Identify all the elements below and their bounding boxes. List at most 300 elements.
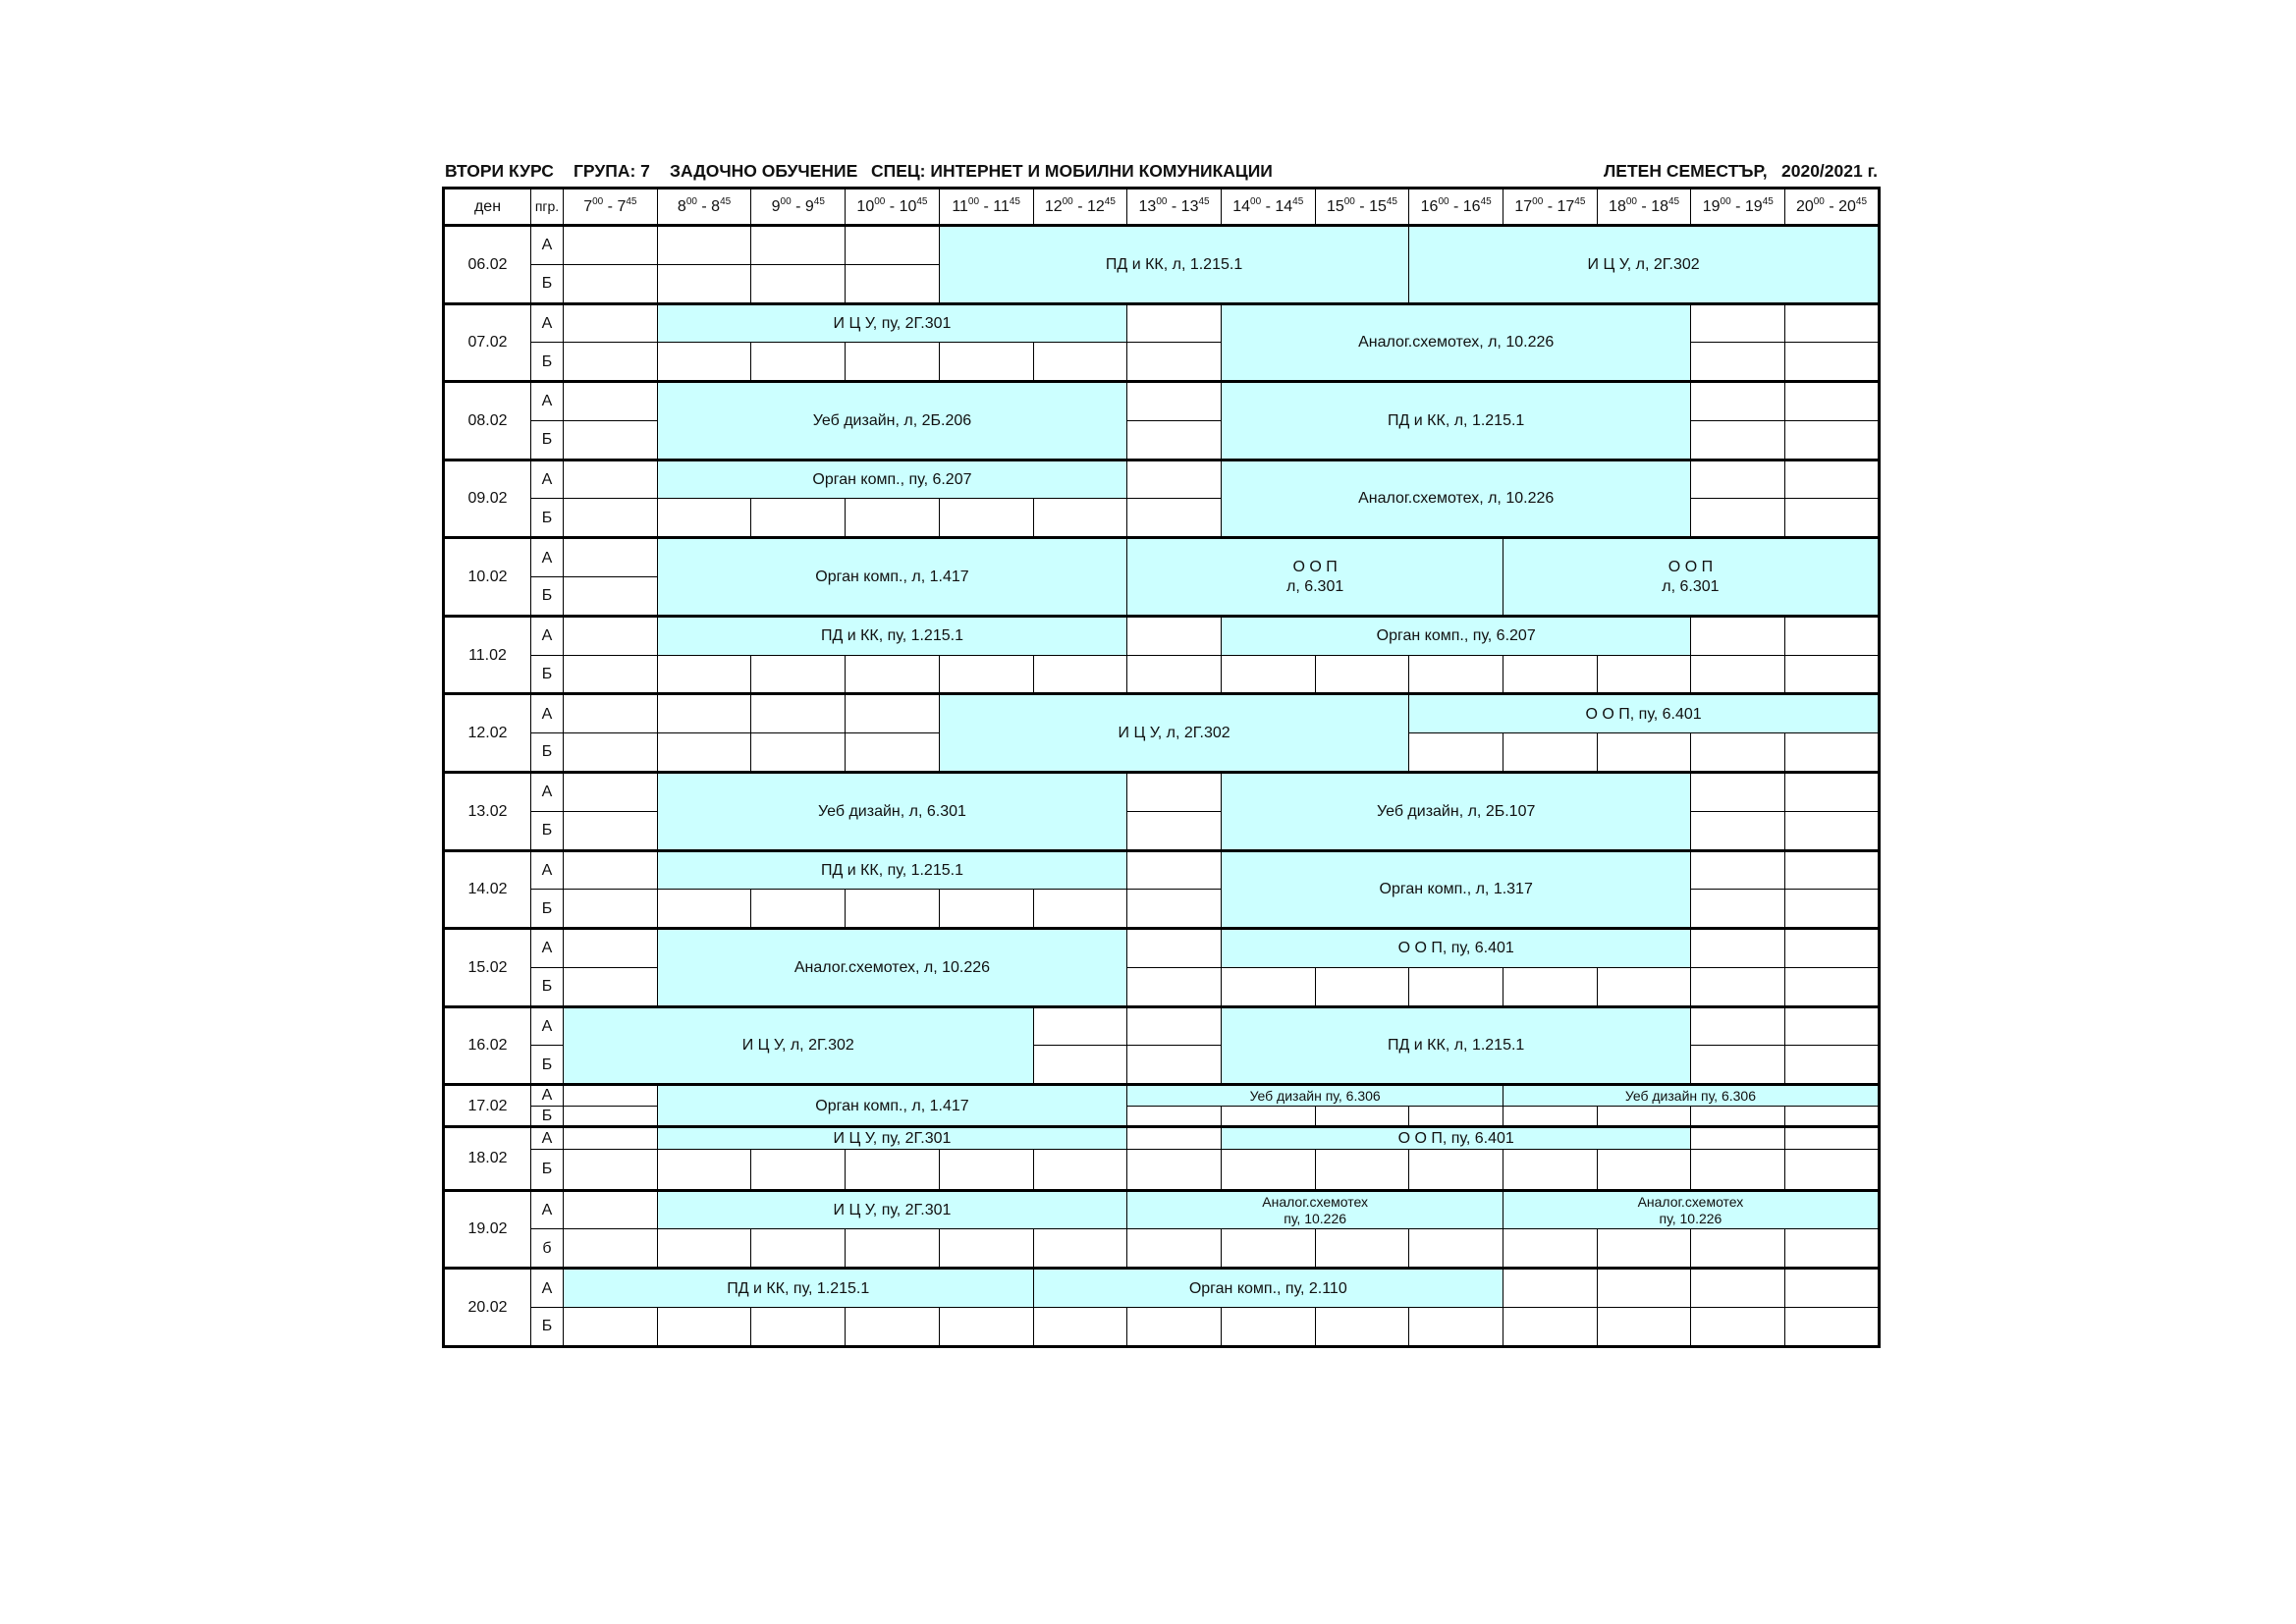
empty-slot <box>1785 811 1880 850</box>
class-session <box>657 303 1127 343</box>
empty-slot <box>564 1127 658 1149</box>
subgroup-b-label: Б <box>531 733 564 773</box>
empty-slot <box>1503 733 1598 773</box>
empty-slot <box>1033 890 1127 929</box>
subgroup-b-label: Б <box>531 811 564 850</box>
empty-slot <box>564 343 658 382</box>
empty-slot <box>1503 1269 1598 1308</box>
empty-slot <box>751 733 846 773</box>
empty-slot <box>1221 1149 1315 1190</box>
class-session <box>1409 226 1880 304</box>
class-session-title: О О П <box>1667 559 1714 576</box>
empty-slot <box>1597 967 1691 1006</box>
empty-slot <box>1691 772 1785 811</box>
class-session-title: ПД и КК, л, 1.215.1 <box>1388 411 1525 429</box>
time-slot-header: $10^{00} - 10^{45}$ <box>846 189 940 226</box>
empty-slot <box>1033 1229 1127 1269</box>
day-column-header: ден <box>444 189 531 226</box>
time-header-row <box>444 189 1880 226</box>
day-date-cell: 15.02 <box>444 929 531 1007</box>
day-date-cell: 09.02 <box>444 460 531 538</box>
empty-slot <box>1033 499 1127 538</box>
empty-slot <box>1033 1149 1127 1190</box>
day-row-subgroup-a <box>444 850 1880 890</box>
empty-slot <box>564 1190 658 1229</box>
empty-slot <box>1691 655 1785 694</box>
empty-slot <box>1315 1149 1409 1190</box>
class-session-title: И Ц У, л, 2Г.302 <box>1118 725 1230 742</box>
class-session <box>1221 1127 1691 1149</box>
time-slot-header: $15^{00} - 15^{45}$ <box>1315 189 1409 226</box>
time-slot-header: $9^{00} - 9^{45}$ <box>751 189 846 226</box>
class-session <box>1221 929 1691 968</box>
day-date-cell: 10.02 <box>444 538 531 617</box>
empty-slot <box>1127 1149 1222 1190</box>
empty-slot <box>657 655 751 694</box>
empty-slot <box>564 694 658 733</box>
time-slot-header: $19^{00} - 19^{45}$ <box>1691 189 1785 226</box>
class-session-title: О О П, пу, 6.401 <box>1397 1130 1514 1148</box>
empty-slot <box>1221 1229 1315 1269</box>
class-session <box>1503 538 1880 617</box>
empty-slot <box>1127 1229 1222 1269</box>
class-session-title: И Ц У, пу, 2Г.301 <box>833 314 952 332</box>
empty-slot <box>1315 1308 1409 1347</box>
empty-slot <box>751 1229 846 1269</box>
class-session-title: Аналог.схемотех, л, 10.226 <box>1358 334 1555 352</box>
empty-slot <box>564 538 658 577</box>
day-row-subgroup-b <box>444 1229 1880 1269</box>
empty-slot <box>1503 1308 1598 1347</box>
empty-slot <box>1785 890 1880 929</box>
empty-slot <box>846 694 940 733</box>
empty-slot <box>564 655 658 694</box>
empty-slot <box>1127 811 1222 850</box>
empty-slot <box>564 420 658 460</box>
empty-slot <box>1597 1269 1691 1308</box>
empty-slot <box>1785 382 1880 421</box>
empty-slot <box>564 577 658 617</box>
class-session <box>1221 382 1691 460</box>
empty-slot <box>1315 967 1409 1006</box>
day-date-cell: 12.02 <box>444 694 531 773</box>
empty-slot <box>1503 967 1598 1006</box>
empty-slot <box>1033 343 1127 382</box>
empty-slot <box>939 890 1033 929</box>
class-session-title: Орган комп., л, 1.317 <box>1379 881 1533 898</box>
empty-slot <box>1691 420 1785 460</box>
empty-slot <box>846 1149 940 1190</box>
day-date-cell: 08.02 <box>444 382 531 460</box>
empty-slot <box>1785 1269 1880 1308</box>
subgroup-b-label: Б <box>531 577 564 617</box>
day-date-cell: 19.02 <box>444 1190 531 1269</box>
empty-slot <box>751 655 846 694</box>
empty-slot <box>1127 460 1222 499</box>
day-row-subgroup-a <box>444 303 1880 343</box>
class-session-title: ПД и КК, пу, 1.215.1 <box>727 1279 870 1297</box>
class-session-title: Орган комп., л, 1.417 <box>815 1097 969 1114</box>
empty-slot <box>1691 1046 1785 1085</box>
empty-slot <box>1691 929 1785 968</box>
empty-slot <box>1691 1106 1785 1127</box>
empty-slot <box>939 1149 1033 1190</box>
day-date-cell: 07.02 <box>444 303 531 382</box>
class-session <box>1221 850 1691 929</box>
class-session <box>1503 1085 1880 1107</box>
empty-slot <box>657 1149 751 1190</box>
subgroup-b-label: Б <box>531 967 564 1006</box>
subgroup-a-label: А <box>531 772 564 811</box>
empty-slot <box>657 890 751 929</box>
class-session <box>1221 460 1691 538</box>
empty-slot <box>1785 1106 1880 1127</box>
empty-slot <box>564 616 658 655</box>
empty-slot <box>751 890 846 929</box>
day-row-subgroup-a <box>444 382 1880 421</box>
empty-slot <box>1785 1229 1880 1269</box>
subgroup-a-label: А <box>531 850 564 890</box>
class-session <box>657 616 1127 655</box>
empty-slot <box>564 772 658 811</box>
time-slot-header: $7^{00} - 7^{45}$ <box>564 189 658 226</box>
subgroup-a-label: А <box>531 460 564 499</box>
empty-slot <box>1785 420 1880 460</box>
subgroup-b-label: Б <box>531 1149 564 1190</box>
empty-slot <box>1221 967 1315 1006</box>
empty-slot <box>751 694 846 733</box>
empty-slot <box>751 343 846 382</box>
class-session-title: И Ц У, л, 2Г.302 <box>741 1037 854 1055</box>
empty-slot <box>1691 499 1785 538</box>
class-session-title: О О П, пу, 6.401 <box>1585 705 1702 723</box>
empty-slot <box>564 967 658 1006</box>
subgroup-a-label: А <box>531 1269 564 1308</box>
empty-slot <box>1691 850 1785 890</box>
empty-slot <box>1127 1106 1222 1127</box>
empty-slot <box>1033 1046 1127 1085</box>
empty-slot <box>1785 1127 1880 1149</box>
class-session-title: Уеб дизайн пу, 6.306 <box>1624 1087 1756 1104</box>
empty-slot <box>657 1229 751 1269</box>
time-slot-header: $11^{00} - 11^{45}$ <box>939 189 1033 226</box>
day-date-cell: 11.02 <box>444 616 531 694</box>
empty-slot <box>1127 772 1222 811</box>
empty-slot <box>939 655 1033 694</box>
subgroup-a-label: А <box>531 1190 564 1229</box>
time-slot-header: $12^{00} - 12^{45}$ <box>1033 189 1127 226</box>
time-slot-header: $16^{00} - 16^{45}$ <box>1409 189 1503 226</box>
empty-slot <box>846 264 940 303</box>
class-session-title: Аналог.схемотех <box>1637 1193 1744 1210</box>
empty-slot <box>1127 1308 1222 1347</box>
class-session-title: Орган комп., пу, 6.207 <box>812 470 972 488</box>
empty-slot <box>1127 303 1222 343</box>
empty-slot <box>564 303 658 343</box>
empty-slot <box>939 343 1033 382</box>
semester-label: ЛЕТЕН СЕМЕСТЪР, <box>1604 161 1768 181</box>
group-label: ГРУПА: 7 <box>574 161 650 181</box>
empty-slot <box>1221 1106 1315 1127</box>
empty-slot <box>1127 929 1222 968</box>
subgroup-a-label: А <box>531 616 564 655</box>
empty-slot <box>657 694 751 733</box>
course-label: ВТОРИ КУРС <box>445 161 554 181</box>
day-row-subgroup-a <box>444 694 1880 733</box>
schedule-body <box>444 226 1880 1347</box>
empty-slot <box>751 1308 846 1347</box>
empty-slot <box>751 264 846 303</box>
subgroup-a-label: А <box>531 382 564 421</box>
empty-slot <box>1127 420 1222 460</box>
empty-slot <box>564 1149 658 1190</box>
schedule-table <box>442 187 1881 1348</box>
empty-slot <box>1409 1106 1503 1127</box>
subgroup-a-label: А <box>531 694 564 733</box>
class-session <box>564 1269 1034 1308</box>
class-session-room: л, 6.301 <box>1662 577 1720 595</box>
class-session <box>1221 616 1691 655</box>
empty-slot <box>564 1229 658 1269</box>
class-session-title: Орган комп., пу, 2.110 <box>1188 1279 1347 1297</box>
class-session <box>657 382 1127 460</box>
empty-slot <box>1127 382 1222 421</box>
class-session <box>657 1085 1127 1127</box>
empty-slot <box>1127 1046 1222 1085</box>
subgroup-a-label: А <box>531 1006 564 1046</box>
empty-slot <box>1691 616 1785 655</box>
day-row-subgroup-b <box>444 1308 1880 1347</box>
day-row-subgroup-a <box>444 538 1880 577</box>
subgroup-b-label: б <box>531 1229 564 1269</box>
day-row-subgroup-a <box>444 1085 1880 1107</box>
empty-slot <box>1597 1106 1691 1127</box>
class-session-title: И Ц У, пу, 2Г.301 <box>833 1201 952 1218</box>
empty-slot <box>1221 655 1315 694</box>
empty-slot <box>657 264 751 303</box>
empty-slot <box>1691 460 1785 499</box>
empty-slot <box>1033 1308 1127 1347</box>
class-session <box>1409 694 1880 733</box>
empty-slot <box>939 1308 1033 1347</box>
subgroup-column-header: пгр. <box>531 189 564 226</box>
empty-slot <box>1597 1229 1691 1269</box>
empty-slot <box>564 929 658 968</box>
day-date-cell: 20.02 <box>444 1269 531 1347</box>
class-session-title: ПД и КК, пу, 1.215.1 <box>820 627 963 645</box>
empty-slot <box>564 733 658 773</box>
class-session-title: И Ц У, л, 2Г.302 <box>1587 255 1700 273</box>
specialty-label: СПЕЦ: ИНТЕРНЕТ И МОБИЛНИ КОМУНИКАЦИИ <box>871 161 1273 181</box>
class-session-title: Орган комп., пу, 6.207 <box>1376 627 1536 645</box>
day-row-subgroup-a <box>444 1269 1880 1308</box>
class-session-title: ПД и КК, пу, 1.215.1 <box>820 861 963 879</box>
empty-slot <box>1785 1006 1880 1046</box>
empty-slot <box>846 655 940 694</box>
empty-slot <box>1691 811 1785 850</box>
subgroup-a-label: А <box>531 538 564 577</box>
empty-slot <box>1503 1229 1598 1269</box>
class-session <box>564 1006 1034 1085</box>
empty-slot <box>1503 1149 1598 1190</box>
day-row-subgroup-a <box>444 1190 1880 1229</box>
class-session-title: ПД и КК, л, 1.215.1 <box>1388 1037 1525 1055</box>
class-session <box>657 929 1127 1007</box>
study-mode-label: ЗАДОЧНО ОБУЧЕНИЕ <box>670 161 858 181</box>
empty-slot <box>1597 1308 1691 1347</box>
time-slot-header: $18^{00} - 18^{45}$ <box>1597 189 1691 226</box>
day-row-subgroup-b <box>444 1149 1880 1190</box>
empty-slot <box>1127 499 1222 538</box>
class-session-room: пу, 10.226 <box>1659 1210 1722 1226</box>
empty-slot <box>846 226 940 265</box>
empty-slot <box>1127 890 1222 929</box>
class-session <box>657 772 1127 850</box>
class-session <box>1033 1269 1503 1308</box>
empty-slot <box>846 890 940 929</box>
class-session <box>657 1190 1127 1229</box>
day-row-subgroup-a <box>444 460 1880 499</box>
empty-slot <box>939 499 1033 538</box>
subgroup-b-label: Б <box>531 1308 564 1347</box>
class-session <box>939 226 1409 304</box>
empty-slot <box>564 890 658 929</box>
class-session-title: Уеб дизайн, л, 6.301 <box>818 802 966 820</box>
empty-slot <box>1785 1046 1880 1085</box>
empty-slot <box>1691 1269 1785 1308</box>
empty-slot <box>564 226 658 265</box>
empty-slot <box>1691 1006 1785 1046</box>
empty-slot <box>1785 343 1880 382</box>
class-session-title: Аналог.схемотех <box>1262 1193 1368 1210</box>
empty-slot <box>939 1229 1033 1269</box>
empty-slot <box>1691 1149 1785 1190</box>
day-date-cell: 13.02 <box>444 772 531 850</box>
class-session <box>657 538 1127 617</box>
empty-slot <box>1597 733 1691 773</box>
day-row-subgroup-a <box>444 1127 1880 1149</box>
empty-slot <box>1503 655 1598 694</box>
empty-slot <box>1785 1149 1880 1190</box>
empty-slot <box>1691 1229 1785 1269</box>
empty-slot <box>564 460 658 499</box>
empty-slot <box>564 499 658 538</box>
class-session-title: Орган комп., л, 1.417 <box>815 568 969 585</box>
subgroup-b-label: Б <box>531 1106 564 1127</box>
empty-slot <box>1409 1149 1503 1190</box>
empty-slot <box>1127 343 1222 382</box>
class-session-title: Аналог.схемотех, л, 10.226 <box>1358 490 1555 508</box>
time-slot-header: $13^{00} - 13^{45}$ <box>1127 189 1222 226</box>
empty-slot <box>564 382 658 421</box>
day-date-cell: 14.02 <box>444 850 531 929</box>
day-date-cell: 17.02 <box>444 1085 531 1127</box>
empty-slot <box>1785 967 1880 1006</box>
day-row-subgroup-a <box>444 929 1880 968</box>
day-row-subgroup-a <box>444 772 1880 811</box>
empty-slot <box>1315 655 1409 694</box>
class-session-title: И Ц У, пу, 2Г.301 <box>833 1130 952 1148</box>
empty-slot <box>1127 655 1222 694</box>
class-session-title: О О П <box>1292 559 1338 576</box>
empty-slot <box>1691 890 1785 929</box>
empty-slot <box>1127 616 1222 655</box>
empty-slot <box>1127 1127 1222 1149</box>
subgroup-b-label: Б <box>531 1046 564 1085</box>
class-session <box>1221 1006 1691 1085</box>
empty-slot <box>1785 460 1880 499</box>
academic-year-label: 2020/2021 г. <box>1781 161 1878 181</box>
time-slot-header: $20^{00} - 20^{45}$ <box>1785 189 1880 226</box>
empty-slot <box>1221 1308 1315 1347</box>
empty-slot <box>657 499 751 538</box>
empty-slot <box>1315 1229 1409 1269</box>
time-slot-header: $8^{00} - 8^{45}$ <box>657 189 751 226</box>
class-session-room: пу, 10.226 <box>1284 1210 1347 1226</box>
empty-slot <box>657 733 751 773</box>
day-row-subgroup-a <box>444 1006 1880 1046</box>
empty-slot <box>657 226 751 265</box>
class-session <box>1503 1190 1880 1229</box>
time-slot-header: $14^{00} - 14^{45}$ <box>1221 189 1315 226</box>
empty-slot <box>1315 1106 1409 1127</box>
empty-slot <box>1503 1106 1598 1127</box>
subgroup-a-label: А <box>531 303 564 343</box>
empty-slot <box>1785 850 1880 890</box>
class-session-title: ПД и КК, л, 1.215.1 <box>1105 255 1243 273</box>
empty-slot <box>1597 655 1691 694</box>
subgroup-b-label: Б <box>531 655 564 694</box>
class-session-title: Аналог.схемотех, л, 10.226 <box>793 958 991 976</box>
empty-slot <box>1127 967 1222 1006</box>
class-session <box>939 694 1409 773</box>
subgroup-a-label: А <box>531 226 564 265</box>
empty-slot <box>564 850 658 890</box>
empty-slot <box>1691 303 1785 343</box>
empty-slot <box>564 1106 658 1127</box>
empty-slot <box>564 1085 658 1107</box>
subgroup-b-label: Б <box>531 264 564 303</box>
empty-slot <box>1691 1127 1785 1149</box>
empty-slot <box>1785 772 1880 811</box>
empty-slot <box>1785 499 1880 538</box>
subgroup-a-label: А <box>531 929 564 968</box>
empty-slot <box>564 811 658 850</box>
class-session <box>1127 538 1503 617</box>
empty-slot <box>846 499 940 538</box>
empty-slot <box>1785 655 1880 694</box>
empty-slot <box>1127 1006 1222 1046</box>
day-date-cell: 16.02 <box>444 1006 531 1085</box>
class-session <box>1127 1190 1503 1229</box>
empty-slot <box>1785 733 1880 773</box>
empty-slot <box>751 226 846 265</box>
class-session <box>657 1127 1127 1149</box>
empty-slot <box>1409 1229 1503 1269</box>
day-date-cell: 06.02 <box>444 226 531 304</box>
empty-slot <box>846 1308 940 1347</box>
empty-slot <box>564 264 658 303</box>
empty-slot <box>657 1308 751 1347</box>
day-date-cell: 18.02 <box>444 1127 531 1190</box>
subgroup-b-label: Б <box>531 890 564 929</box>
subgroup-b-label: Б <box>531 343 564 382</box>
subgroup-a-label: А <box>531 1127 564 1149</box>
empty-slot <box>1033 1006 1127 1046</box>
subgroup-b-label: Б <box>531 420 564 460</box>
empty-slot <box>1127 850 1222 890</box>
class-session <box>657 460 1127 499</box>
